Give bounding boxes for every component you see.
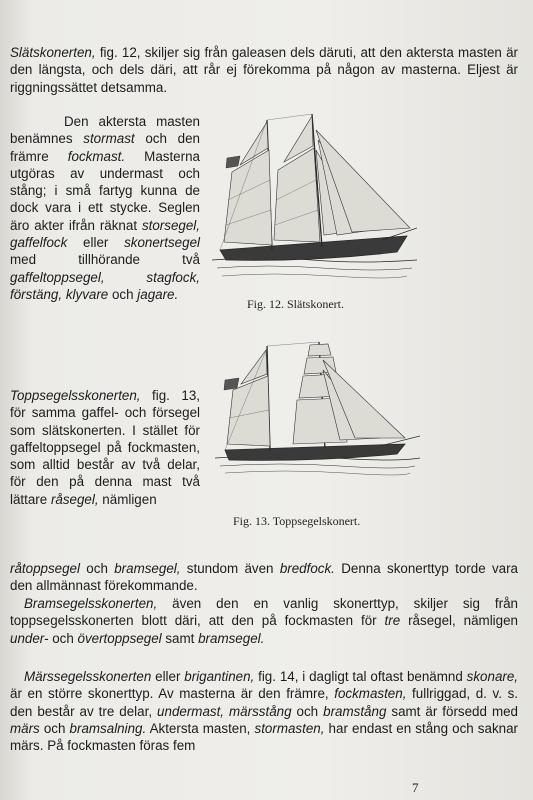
fig12-caption: Fig. 12. Slätskonert. xyxy=(247,297,345,311)
term-toppsegelsskonerten: Toppsegelsskonerten, xyxy=(10,388,141,403)
page-number: 7 xyxy=(412,780,419,795)
term-marssegelsskonerten: Märssegelsskonerten xyxy=(24,669,152,684)
paragraph-slatskonerten: Slätskonerten, fig. 12, skiljer sig från galeasen dels däruti, att den aktersta masten är den längsta, och dels däri, att rår ej förekomma på någon av masterna. Eljest är riggningssättet detsamma. xyxy=(10,45,518,95)
paragraph-bramsegelsskonerten: Bramsegelsskonerten, även den en vanlig skonerttyp, skiljer sig från toppsegelsskonerten blott däri, att den på fockmasten för tre råsegel, nämligen under- och övertoppsegel samt bramsegel. xyxy=(10,596,518,646)
paragraph-marssegelsskonerten: Märssegelsskonerten eller brigantinen, fig. 14, i dagligt tal oftast benämnd skonare, är en större skonerttyp. Av masterna är den främre, fockmasten, fullriggad, d. v. s. den består av tre delar, undermast, märsstång och bramstång samt är försedd med märs och bramsalning. Aktersta masten, stormasten, har endast en stång och saknar märs. På fockmasten föras fem xyxy=(10,669,519,754)
toppsegelskonert-illustration xyxy=(215,340,420,480)
slatskonert-illustration xyxy=(212,110,417,288)
paragraph-toppsegelsskonerten-cont: råtoppsegel och bramsegel, stundom även bredfock. Denna skonerttyp torde vara den allmännast förekommande. xyxy=(10,561,519,594)
fig13-caption: Fig. 13. Toppsegelskonert. xyxy=(233,514,361,528)
term-slatskonerten: Slätskonerten, xyxy=(10,45,96,60)
term-bramsegelsskonerten: Bramsegelsskonerten, xyxy=(24,596,158,611)
paragraph-masts: Den aktersta masten benämnes stormast och den främre fockmast. Masterna utgöras av undermast och stång; i små fartyg kunna de dock vara i ett stycke. Seglen äro akter ifrån räknat storsegel, gaffelfock eller skonertsegel med tillhörande två gaffeltoppsegel, stagfock, förstäng, klyvare och jagare. xyxy=(10,114,200,302)
paragraph-toppsegelsskonerten: Toppsegelsskonerten, fig. 13, för samma gaffel- och försegel som slätskonerten. I stället för gaffeltoppsegel på fockmasten, som alltid består av två delar, för den på denna mast två lättare råsegel, nämligen xyxy=(10,388,200,507)
